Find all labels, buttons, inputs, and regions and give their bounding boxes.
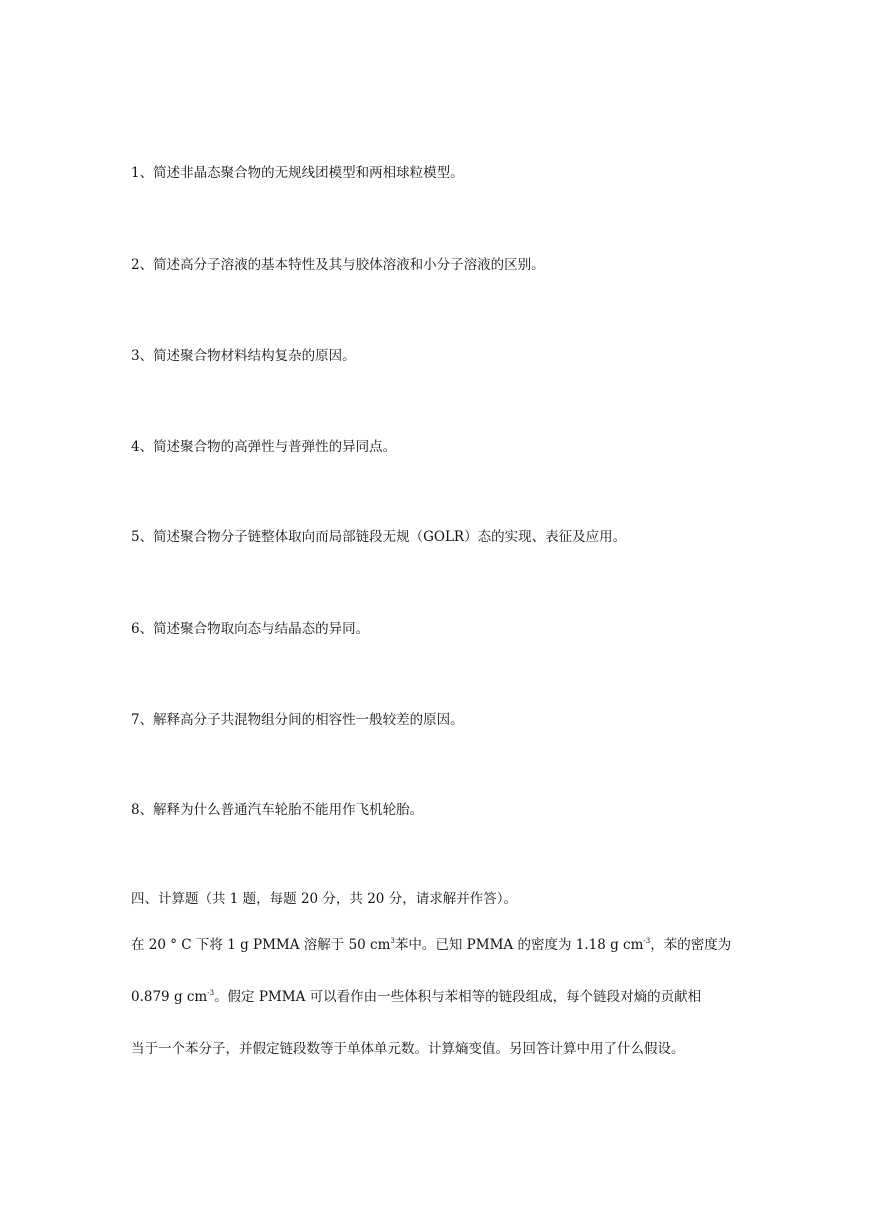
superscript-3: 3 xyxy=(390,937,395,945)
question-3: 3、简述聚合物材料结构复杂的原因。 xyxy=(131,348,356,364)
superscript-minus-3: -3 xyxy=(207,989,215,997)
question-4: 4、简述聚合物的高弹性与普弹性的异同点。 xyxy=(131,439,397,455)
question-8: 8、解释为什么普通汽车轮胎不能用作飞机轮胎。 xyxy=(131,802,424,818)
question-1: 1、简述非晶态聚合物的无规线团模型和两相球粒模型。 xyxy=(131,165,464,181)
problem-line-2: 0.879 g $cm^{-3}$。假定 PMMA 可以看作由一些体积与苯相等的链段组成，每个链段对熵的贡献相 xyxy=(131,989,702,1005)
problem-line-3: 当于一个苯分子，并假定链段数等于单体单元数。计算熵变值。另回答计算中用了什么假设。 xyxy=(131,1041,685,1057)
calculation-problem xyxy=(131,936,751,1092)
problem-line-1: 在 20 ° C 下将 1 g PMMA 溶解于 50 $cm^3$苯中。已知 PMMA 的密度为 1.18 g $cm^{-3}$，苯的密度为 xyxy=(131,937,732,953)
question-5: 5、简述聚合物分子链整体取向而局部链段无规（GOLR）态的实现、表征及应用。 xyxy=(131,529,627,545)
question-7: 7、解释高分子共混物组分间的相容性一般较差的原因。 xyxy=(131,712,464,728)
superscript-minus-3: -3 xyxy=(643,937,651,945)
question-2: 2、简述高分子溶液的基本特性及其与胶体溶液和小分子溶液的区别。 xyxy=(131,257,545,273)
question-6: 6、简述聚合物取向态与结晶态的异同。 xyxy=(131,621,370,637)
section-4-title: 四、计算题（共 1 题，每题 20 分，共 20 分，请求解并作答）。 xyxy=(131,891,517,907)
